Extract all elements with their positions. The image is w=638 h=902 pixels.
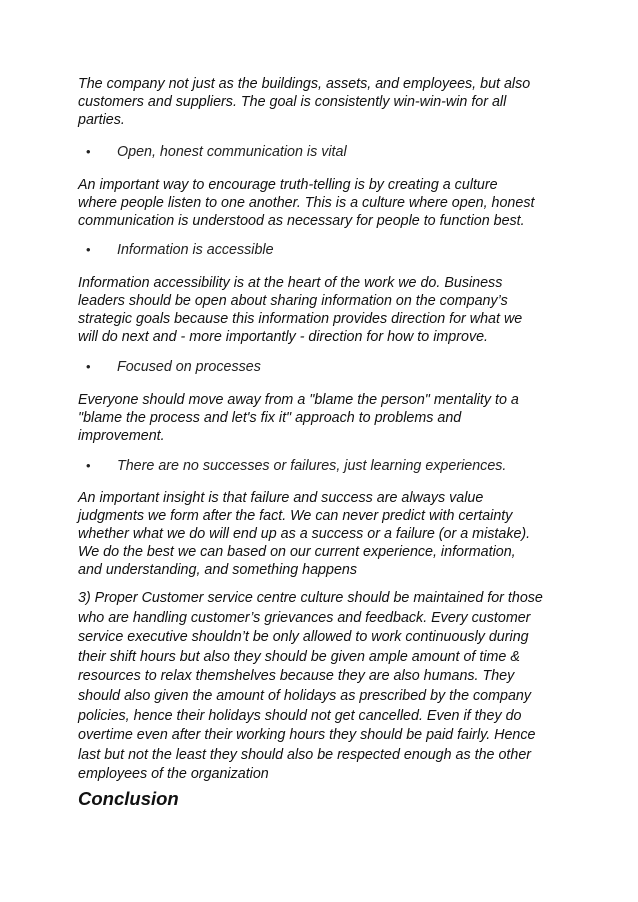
text-line: 3) Proper Customer service centre culture should be maintained for those (78, 590, 543, 606)
text-line: parties. (78, 112, 125, 128)
text-line: We do the best we can based on our current experience, information, (78, 544, 516, 560)
text-line: will do next and - more importantly - direction for how to improve. (78, 329, 489, 345)
text-line: employees of the organization (78, 766, 269, 783)
paragraph-information-accessibility (78, 274, 568, 346)
text-line: communication is understood as necessary for people to function best. (78, 213, 525, 229)
text-line: their shift hours but also they should be given ample amount of time & (78, 648, 520, 665)
text-line: Everyone should move away from a "blame the person" mentality to a (78, 392, 519, 408)
text-line: resources to relax themshelves because they are also humans. They (78, 668, 515, 685)
bullet-text: Open, honest communication is vital (117, 144, 347, 160)
text-line: The company not just as the buildings, assets, and employees, but also (78, 76, 531, 92)
paragraph-blame-process (78, 391, 568, 445)
text-line: customers and suppliers. The goal is consistently win-win-win for all (78, 94, 507, 110)
bullet-icon: • (86, 242, 91, 257)
text-line: last but not the least they should also be respected enough as the other (78, 746, 532, 763)
text-line: service executive shouldn’t be only allowed to work continuously during (78, 629, 529, 646)
text-line: whether what we do will end up as a success or a failure (or a mistake). (78, 526, 531, 542)
text-line: Information accessibility is at the heart of the work we do. Business (78, 275, 503, 291)
bullet-icon: • (86, 359, 91, 374)
text-line: who are handling customer’s grievances and feedback. Every customer (78, 609, 531, 626)
text-line: policies, hence their holidays should not get cancelled. Even if they do (78, 707, 522, 724)
text-line: improvement. (78, 428, 165, 444)
paragraph-company (78, 75, 568, 129)
text-line: where people listen to one another. This is a culture where open, honest (78, 195, 535, 211)
paragraph-truth-telling (78, 176, 568, 230)
bullet-text: There are no successes or failures, just learning experiences. (117, 458, 507, 474)
bullet-icon: • (86, 144, 91, 159)
paragraph-failure-success (78, 489, 568, 579)
section-heading-conclusion: Conclusion (78, 788, 179, 809)
text-line: overtime even after their working hours they should be paid fairly. Hence (78, 727, 536, 744)
bullet-icon: • (86, 458, 91, 473)
paragraph-customer-service (78, 589, 568, 785)
text-line: strategic goals because this information provides direction for what we (78, 311, 523, 327)
text-line: should also given the amount of holidays as prescribed by the company (78, 687, 532, 704)
bullet-text: Focused on processes (117, 359, 261, 375)
bullet-text: Information is accessible (117, 242, 274, 258)
text-line: "blame the process and let's fix it" approach to problems and (78, 410, 462, 426)
text-line: and understanding, and something happens (78, 562, 358, 578)
text-line: An important insight is that failure and success are always value (78, 490, 484, 506)
text-line: leaders should be open about sharing information on the company’s (78, 293, 508, 309)
text-line: judgments we form after the fact. We can never predict with certainty (78, 508, 513, 524)
text-line: An important way to encourage truth-telling is by creating a culture (78, 177, 498, 193)
